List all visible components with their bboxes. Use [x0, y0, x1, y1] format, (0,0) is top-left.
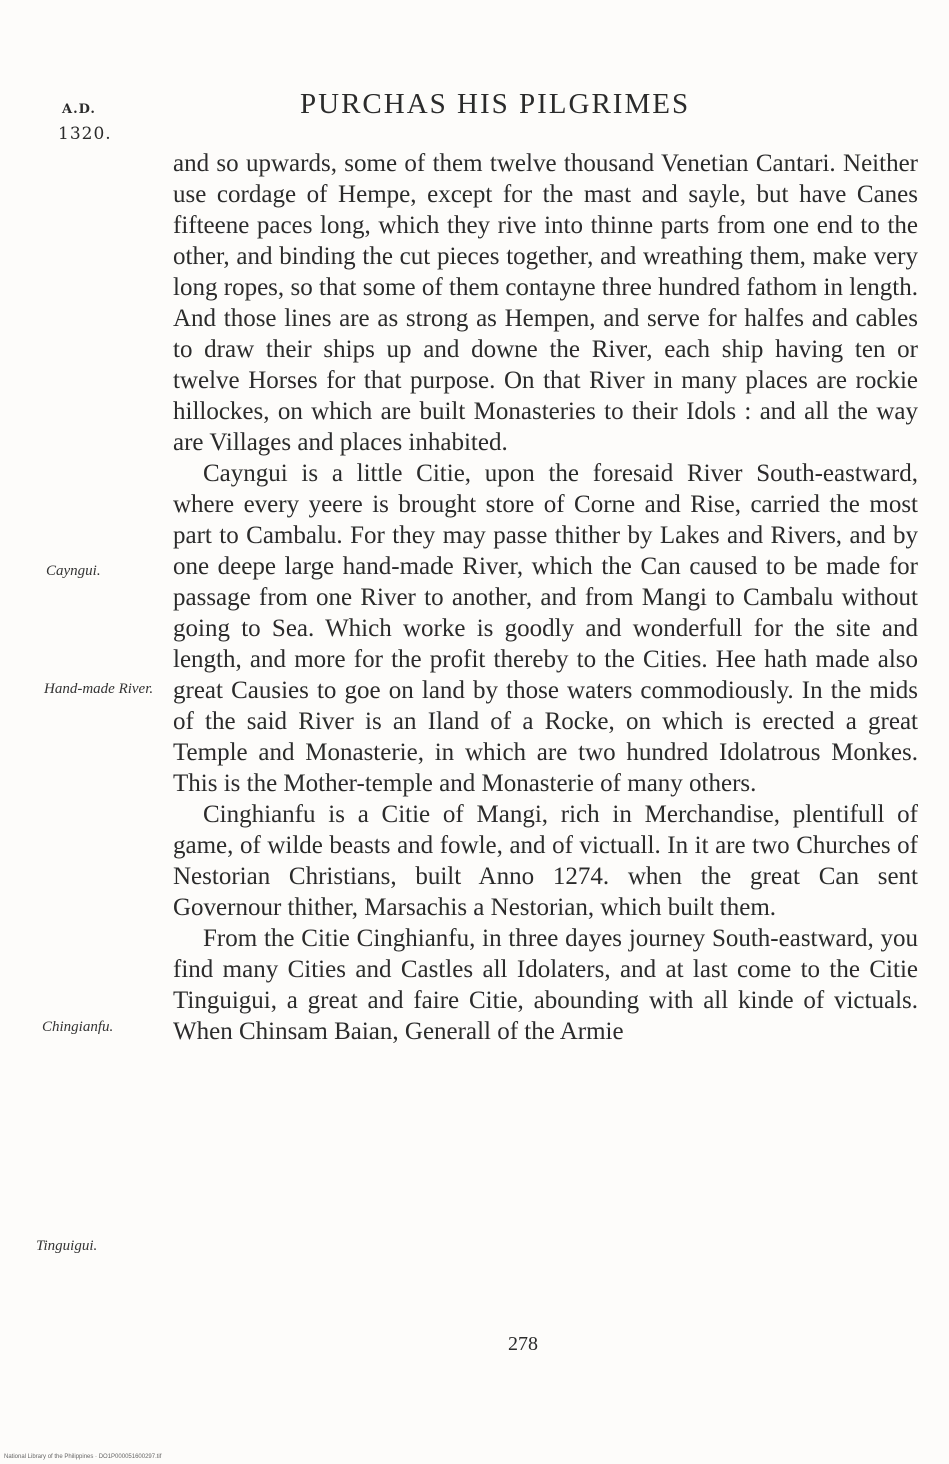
year-marker — [58, 98, 112, 146]
page-number: 278 — [508, 1333, 538, 1355]
margin-note-tinguigui: Tinguigui. — [36, 1238, 98, 1254]
paragraph: Cayngui is a little Citie, upon the foresaid River South-eastward, where every yeere is brought store of Corne and Rise, carried the most part to Cambalu. For they may passe thither by Lakes and Rivers, and by one deepe large hand-made River, which the Can caused to be made for passage from one River to another, and from Mangi to Cambalu without going to Sea. Which worke is goodly and wonderfull for the site and length, and more for the profit thereby to the Cities. Hee hath made also great Causies to goe on land by those waters commodiously. In the mids of the said River is an Iland of a Rocke, on which is erected a great Temple and Monasterie, in which are two hundred Idolatrous Monkes. This is the Mother-temple and Monasterie of many others. — [173, 460, 918, 797]
scan-footer: National Library of the Philippines · DO1P000051600297.tif — [4, 1454, 162, 1460]
year-label: 1320. — [58, 124, 112, 144]
paragraph: and so upwards, some of them twelve thousand Venetian Cantari. Neither use cordage of Hempe, except for the mast and sayle, but have Canes fifteene paces long, which they rive into thinne parts from one end to the other, and binding the cut pieces together, and wreathing them, make very long ropes, so that some of them contayne three hundred fathom in length. And those lines are as strong as Hempen, and serve for halfes and cables to draw their ships up and downe the River, each ship having ten or twelve Horses for that purpose. On that River in many places are rockie hillockes, on which are built Monasteries to their Idols : and all the way are Villages and places inhabited. — [173, 150, 918, 456]
body-text — [173, 148, 918, 1047]
paragraph: From the Citie Cinghianfu, in three dayes journey South-eastward, you find many Cities and Castles all Idolaters, and at last come to the Citie Tinguigui, a great and faire Citie, abounding with all kinde of victuals. When Chinsam Baian, Generall of the Armie — [173, 925, 918, 1045]
margin-note-cayngui: Cayngui. — [46, 563, 101, 579]
margin-note-chingianfu: Chingianfu. — [42, 1019, 114, 1035]
margin-note-hand-made-river: Hand-made River. — [44, 681, 154, 697]
paragraph: Cinghianfu is a Citie of Mangi, rich in Merchandise, plentifull of game, of wilde beasts and fowle, and of victuall. In it are two Churches of Nestorian Christians, built Anno 1274. when the great Can sent Governour thither, Marsachis a Nestorian, which built them. — [173, 801, 918, 921]
ad-label: A.D. — [62, 102, 96, 117]
running-title: PURCHAS HIS PILGRIMES — [300, 88, 691, 120]
